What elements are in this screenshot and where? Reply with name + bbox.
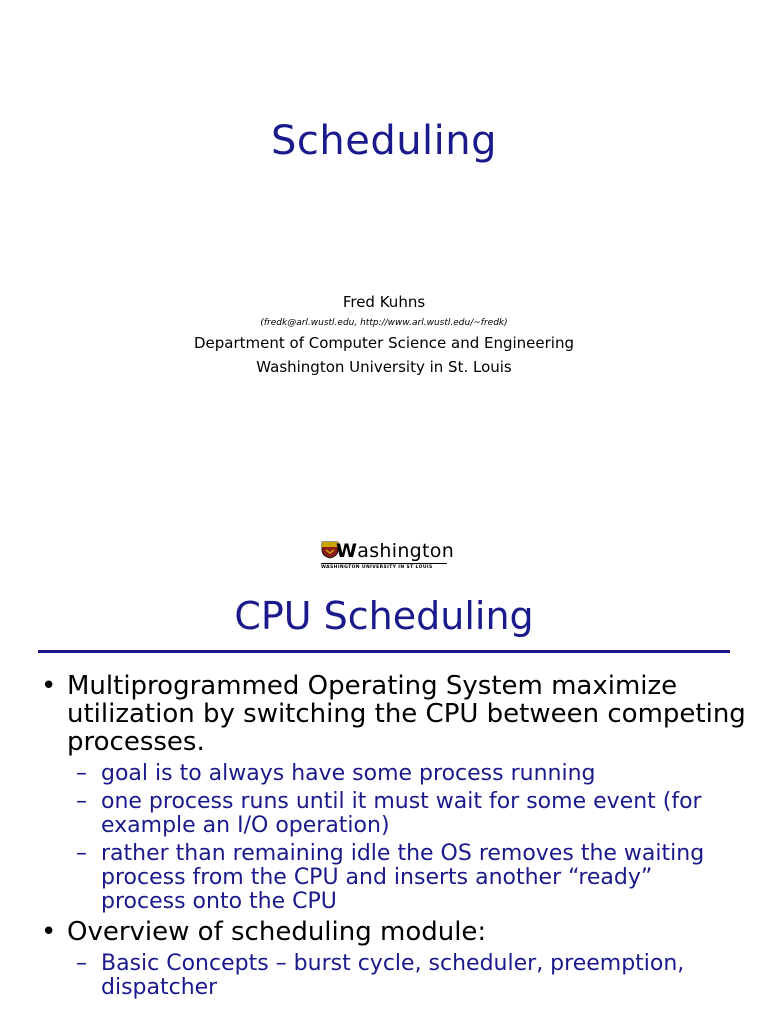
sub-bullet-text: Basic Concepts – burst cycle, scheduler, preemption, dispatcher	[101, 951, 685, 1000]
title-divider	[38, 650, 730, 653]
washington-university-logo	[321, 540, 461, 572]
logo-wordmark	[336, 540, 454, 562]
bullet-text: Multiprogrammed Operating System maximize utilization by switching the CPU between competing processes.	[67, 671, 746, 757]
logo-wordmark-initial: W	[336, 540, 358, 562]
sub-bullet-marker: –	[76, 789, 87, 814]
bullet-text: Overview of scheduling module:	[67, 917, 487, 947]
bullet-marker: •	[41, 917, 57, 947]
author-contact: (fredk@arl.wustl.edu, http://www.arl.wustl.edu/~fredk)	[260, 318, 508, 328]
bullet-list	[0, 672, 768, 1004]
slide-title-scheduling: Scheduling	[270, 118, 498, 164]
bullet-marker: •	[41, 671, 57, 701]
sub-bullet-item	[0, 762, 741, 786]
sub-bullet-marker: –	[76, 951, 87, 976]
sub-bullet-text: one process runs until it must wait for some event (for example an I/O operation)	[101, 789, 702, 838]
sub-bullet-text: goal is to always have some process running	[101, 761, 596, 786]
department-name: Department of Computer Science and Engineering	[193, 334, 574, 352]
slide-title-cpu-scheduling: CPU Scheduling	[234, 594, 534, 638]
logo-wordmark-rest: ashington	[357, 540, 455, 562]
bullet-item	[0, 918, 757, 946]
sub-bullet-marker: –	[76, 761, 87, 786]
sub-bullet-marker: –	[76, 841, 87, 866]
logo-tagline: WASHINGTON UNIVERSITY IN ST LOUIS	[321, 563, 447, 570]
sub-bullet-text: rather than remaining idle the OS removes the waiting process from the CPU and inserts another “ready” process onto the CPU	[101, 841, 705, 914]
university-name: Washington University in St. Louis	[256, 358, 512, 376]
sub-bullet-item	[0, 952, 741, 1000]
sub-bullet-item	[0, 842, 741, 914]
sub-bullet-item	[0, 790, 741, 838]
bullet-item	[0, 672, 757, 756]
author-name: Fred Kuhns	[342, 293, 426, 311]
